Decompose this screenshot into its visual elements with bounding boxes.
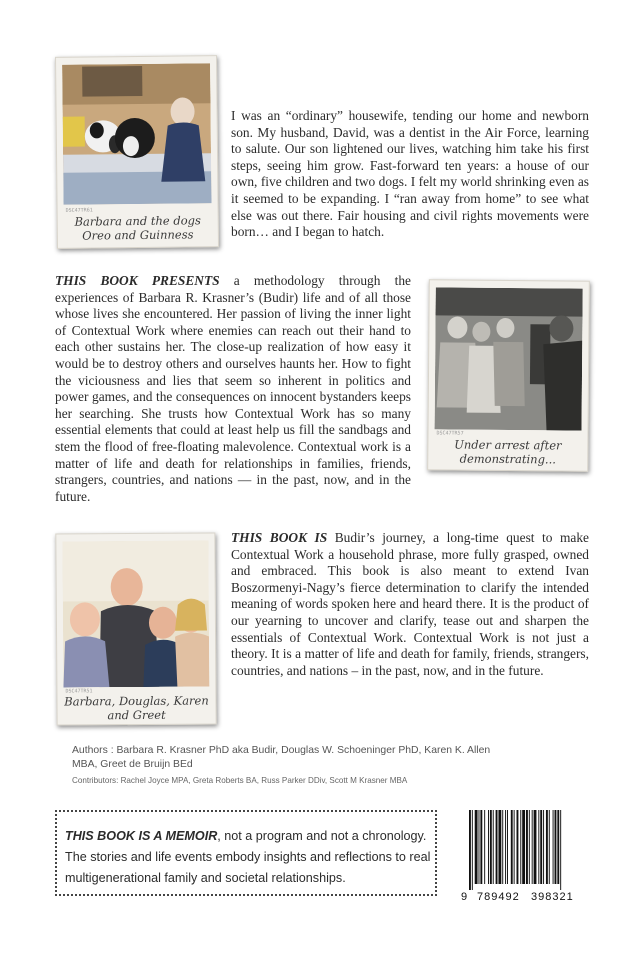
barcode-bar — [553, 810, 554, 884]
barcode-bar — [543, 810, 544, 884]
barcode-bar — [526, 810, 528, 884]
memoir-lead: THIS BOOK IS A MEMOIR — [65, 829, 218, 843]
barcode-bar — [538, 810, 539, 884]
isbn-barcode — [461, 810, 589, 905]
photo-scene-bed-dogs — [62, 63, 211, 205]
barcode-bar — [490, 810, 492, 884]
barcode-bar — [507, 810, 508, 884]
photo-caption — [57, 693, 215, 722]
barcode-bar — [505, 810, 506, 884]
barcode-bar — [560, 810, 561, 890]
caption-line: Barbara and the dogs — [74, 213, 201, 229]
barcode-bar — [493, 810, 494, 884]
barcode-bar — [517, 810, 519, 884]
intro-paragraph: I was an “ordinary” housewife, tending our home and newborn son. My husband, David, was a dentist in the Air Force, learning to salute. Our son lightened our lives, watching him take his first steps, seeing him grow. Fast-forward ten years: a house of our own, five children and two dogs. I felt my world shrinking even as it seemed to be expanding. I “ran away from home” to see what else was out there. Fair housing and civil rights movements were born… and I began to hatch. — [231, 108, 589, 240]
presents-paragraph — [55, 273, 411, 505]
photo-code: DSC47TR61 — [65, 207, 93, 214]
is-paragraph — [231, 530, 589, 679]
barcode-bar — [479, 810, 480, 884]
presents-text: a methodology through the experiences of Barbara R. Krasner’s (Budir) life and of all those whose lives she encountered. Her passion of living the inner light of Contextual Work where enemies can reach out their hand to each other sustains her. The close-up realization of how easy it would be to destroy others and ourselves haunts her. How to fight the viciousness and lies that seem so inherent in politics and power games, and the consequences on innocent bystanders keeps her searching. She trusts how Contextual Work has so many essential elements that could at least help us fill the sandbags and stem the flood of free-floating malevolence. Contextual work is a matter of life and death for relationships in families, friends, strangers, countries, and nations — in the past, now, and in the future. — [55, 273, 411, 504]
is-text: Budir’s journey, a long-time quest to make Contextual Work a household phrase, more fully grasped, owned and embraced. This book is also meant to extend Ivan Boszormenyi-Nagy’s fierce determination to clarify the intended meaning of words spoken here and heard there. It is the product of our yearning to uncover and clarify, tease out and sharpen the essentials of Contextual Work. Contextual Work is not just a theory. It is a matter of life and death for family, friends, strangers, countries, and nations – in the past, now, and in the future. — [231, 530, 589, 678]
barcode-bar — [488, 810, 489, 884]
caption-line: Barbara, Douglas, Karen — [64, 693, 209, 709]
presents-lead: THIS BOOK PRESENTS — [55, 273, 220, 288]
caption-line: demonstrating... — [459, 451, 556, 467]
barcode-bar — [557, 810, 559, 884]
photo-code: DSC47TR51 — [65, 688, 93, 695]
barcode-bar — [480, 810, 482, 884]
photo-group — [55, 532, 216, 725]
caption-line: Oreo and Guinness — [82, 227, 194, 243]
barcode-bar — [555, 810, 557, 884]
authors-line: Authors : Barbara R. Krasner PhD aka Budir, Douglas W. Schoeninger PhD, Karen K. Allen MBA, Greet de Bruijn BEd — [72, 745, 491, 770]
barcode-digits-group2: 398321 — [531, 891, 574, 903]
barcode-bar — [469, 810, 471, 890]
barcode-bar — [502, 810, 503, 884]
barcode-bar — [534, 810, 537, 884]
barcode-bar — [546, 810, 548, 884]
photo-image — [435, 287, 583, 430]
credits — [72, 744, 492, 787]
barcode-bar — [520, 810, 521, 884]
photo-barbara-dogs — [55, 55, 219, 249]
memoir-box — [55, 810, 437, 896]
photo-arrest — [427, 279, 590, 471]
barcode-bar — [498, 810, 501, 884]
photo-caption — [428, 437, 587, 466]
barcode-bar — [484, 810, 485, 884]
is-lead: THIS BOOK IS — [231, 530, 328, 545]
barcode-bar — [472, 810, 473, 890]
memoir-text: , not a program and not a chronology. The stories and life events embody insights and reflections to real multigenerational family and societal relationships. — [65, 829, 431, 885]
barcode-bar — [511, 810, 513, 884]
barcode-bar — [496, 810, 498, 884]
caption-line: Under arrest after — [454, 437, 562, 453]
barcode-bar — [540, 810, 542, 884]
barcode-bar — [529, 810, 530, 884]
barcode-bar — [522, 810, 525, 884]
photo-code: DSC47TR57 — [436, 430, 464, 437]
photo-scene-group — [62, 540, 209, 687]
photo-scene-arrest — [435, 287, 583, 430]
photo-caption — [58, 213, 218, 243]
barcode-bar — [475, 810, 478, 884]
caption-line: and Greet — [107, 707, 166, 723]
contributors-line: Contributors: Rachel Joyce MPA, Greta Roberts BA, Russ Parker DDiv, Scott M Krasner MBA — [72, 776, 408, 785]
barcode-bar — [514, 810, 515, 884]
barcode-bars — [461, 810, 589, 890]
barcode-digits-group1: 789492 — [477, 891, 520, 903]
barcode-bar — [549, 810, 550, 884]
barcode-digit-first: 9 — [461, 891, 469, 903]
photo-image — [62, 540, 209, 687]
barcode-bar — [532, 810, 533, 884]
photo-image — [62, 63, 211, 205]
